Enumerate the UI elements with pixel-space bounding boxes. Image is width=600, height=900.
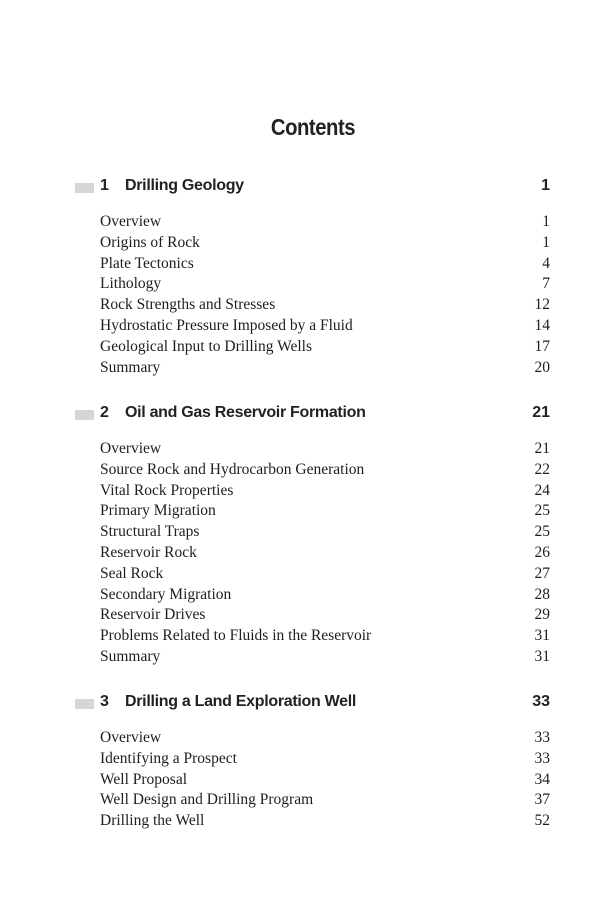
toc-entry	[0, 274, 600, 295]
entry-title: Reservoir Drives	[100, 606, 206, 624]
entry-page: 31	[534, 627, 550, 645]
entry-title: Lithology	[100, 275, 162, 293]
entry-title: Well Design and Drilling Program	[100, 791, 314, 809]
entry-page: 17	[534, 337, 550, 355]
entry-title: Rock Strengths and Stresses	[100, 296, 276, 314]
toc-entry	[0, 254, 600, 275]
page-title: Contents	[270, 114, 356, 140]
entry-title: Drilling the Well	[100, 812, 205, 830]
toc-entry	[0, 626, 600, 647]
entry-title: Plate Tectonics	[100, 254, 194, 272]
entry-page: 31	[534, 647, 550, 665]
entry-title: Problems Related to Fluids in the Reservoir	[100, 627, 372, 645]
chapter-page: 21	[532, 404, 550, 421]
toc-entry	[0, 585, 600, 606]
entry-page: 25	[534, 502, 550, 520]
toc-entry	[0, 501, 600, 522]
chapter-number: 2	[100, 404, 109, 421]
toc-entry	[0, 481, 600, 502]
toc-entry	[0, 295, 600, 316]
toc-entry	[0, 337, 600, 358]
entry-page: 28	[534, 585, 550, 603]
entry-title: Overview	[100, 440, 162, 457]
toc-entry	[0, 439, 600, 460]
toc-entry	[0, 564, 600, 585]
chapter-heading	[0, 404, 600, 426]
entry-title: Vital Rock Properties	[100, 481, 234, 499]
entry-page: 14	[534, 316, 550, 334]
chapter-page: 33	[532, 693, 550, 710]
entry-title: Origins of Rock	[100, 233, 200, 251]
chapter-heading	[0, 177, 600, 199]
chapter-marker-bar	[75, 410, 94, 420]
toc-entry	[0, 749, 600, 770]
entry-list	[0, 728, 600, 832]
chapter-page: 1	[541, 177, 550, 194]
toc-entry	[0, 605, 600, 626]
toc-entry	[0, 811, 600, 832]
entry-page: 20	[534, 358, 550, 376]
chapter-number: 1	[100, 177, 109, 194]
entry-title: Summary	[100, 647, 161, 665]
entry-page: 1	[542, 213, 550, 230]
entry-page: 33	[534, 749, 550, 767]
toc-entry	[0, 316, 600, 337]
toc-entry	[0, 770, 600, 791]
chapter-title: Oil and Gas Reservoir Formation	[125, 404, 366, 421]
entry-title: Identifying a Prospect	[100, 749, 237, 767]
entry-page: 7	[542, 275, 550, 293]
entry-title: Well Proposal	[100, 770, 188, 788]
entry-page: 24	[534, 481, 550, 499]
toc-entry	[0, 358, 600, 379]
entry-title: Reservoir Rock	[100, 543, 197, 561]
entry-title: Hydrostatic Pressure Imposed by a Fluid	[100, 316, 353, 334]
toc-entry	[0, 790, 600, 811]
chapter-title: Drilling Geology	[125, 177, 244, 194]
chapter-marker-bar	[75, 183, 94, 193]
chapter-title: Drilling a Land Exploration Well	[125, 693, 357, 710]
toc-entry	[0, 543, 600, 564]
chapter-3	[0, 693, 600, 832]
entry-title: Overview	[100, 213, 162, 230]
entry-title: Geological Input to Drilling Wells	[100, 337, 312, 355]
entry-page: 27	[534, 564, 550, 582]
chapter-1	[0, 177, 600, 378]
entry-title: Seal Rock	[100, 564, 164, 582]
entry-title: Secondary Migration	[100, 585, 232, 603]
entry-list	[0, 439, 600, 668]
toc-entry	[0, 647, 600, 668]
chapter-2	[0, 404, 600, 668]
entry-title: Primary Migration	[100, 502, 216, 520]
entry-title: Summary	[100, 358, 161, 376]
toc-entry	[0, 233, 600, 254]
chapter-marker-bar	[75, 699, 94, 709]
toc-entry	[0, 212, 600, 233]
entry-title: Overview	[100, 729, 162, 746]
entry-page: 29	[534, 606, 550, 624]
entry-page: 34	[534, 770, 550, 788]
entry-page: 22	[534, 460, 550, 478]
toc-entry	[0, 728, 600, 749]
entry-page: 25	[534, 523, 550, 541]
entry-list	[0, 212, 600, 378]
entry-page: 33	[534, 729, 550, 746]
entry-page: 37	[534, 791, 550, 809]
entry-title: Structural Traps	[100, 523, 200, 541]
entry-page: 52	[534, 812, 550, 830]
entry-title: Source Rock and Hydrocarbon Generation	[100, 460, 365, 478]
toc-entry	[0, 460, 600, 481]
entry-page: 12	[534, 296, 550, 314]
chapter-number: 3	[100, 693, 109, 710]
entry-page: 4	[542, 254, 550, 272]
entry-page: 1	[542, 233, 550, 251]
entry-page: 26	[534, 543, 550, 561]
entry-page: 21	[534, 440, 550, 457]
toc-entry	[0, 522, 600, 543]
chapter-heading	[0, 693, 600, 715]
